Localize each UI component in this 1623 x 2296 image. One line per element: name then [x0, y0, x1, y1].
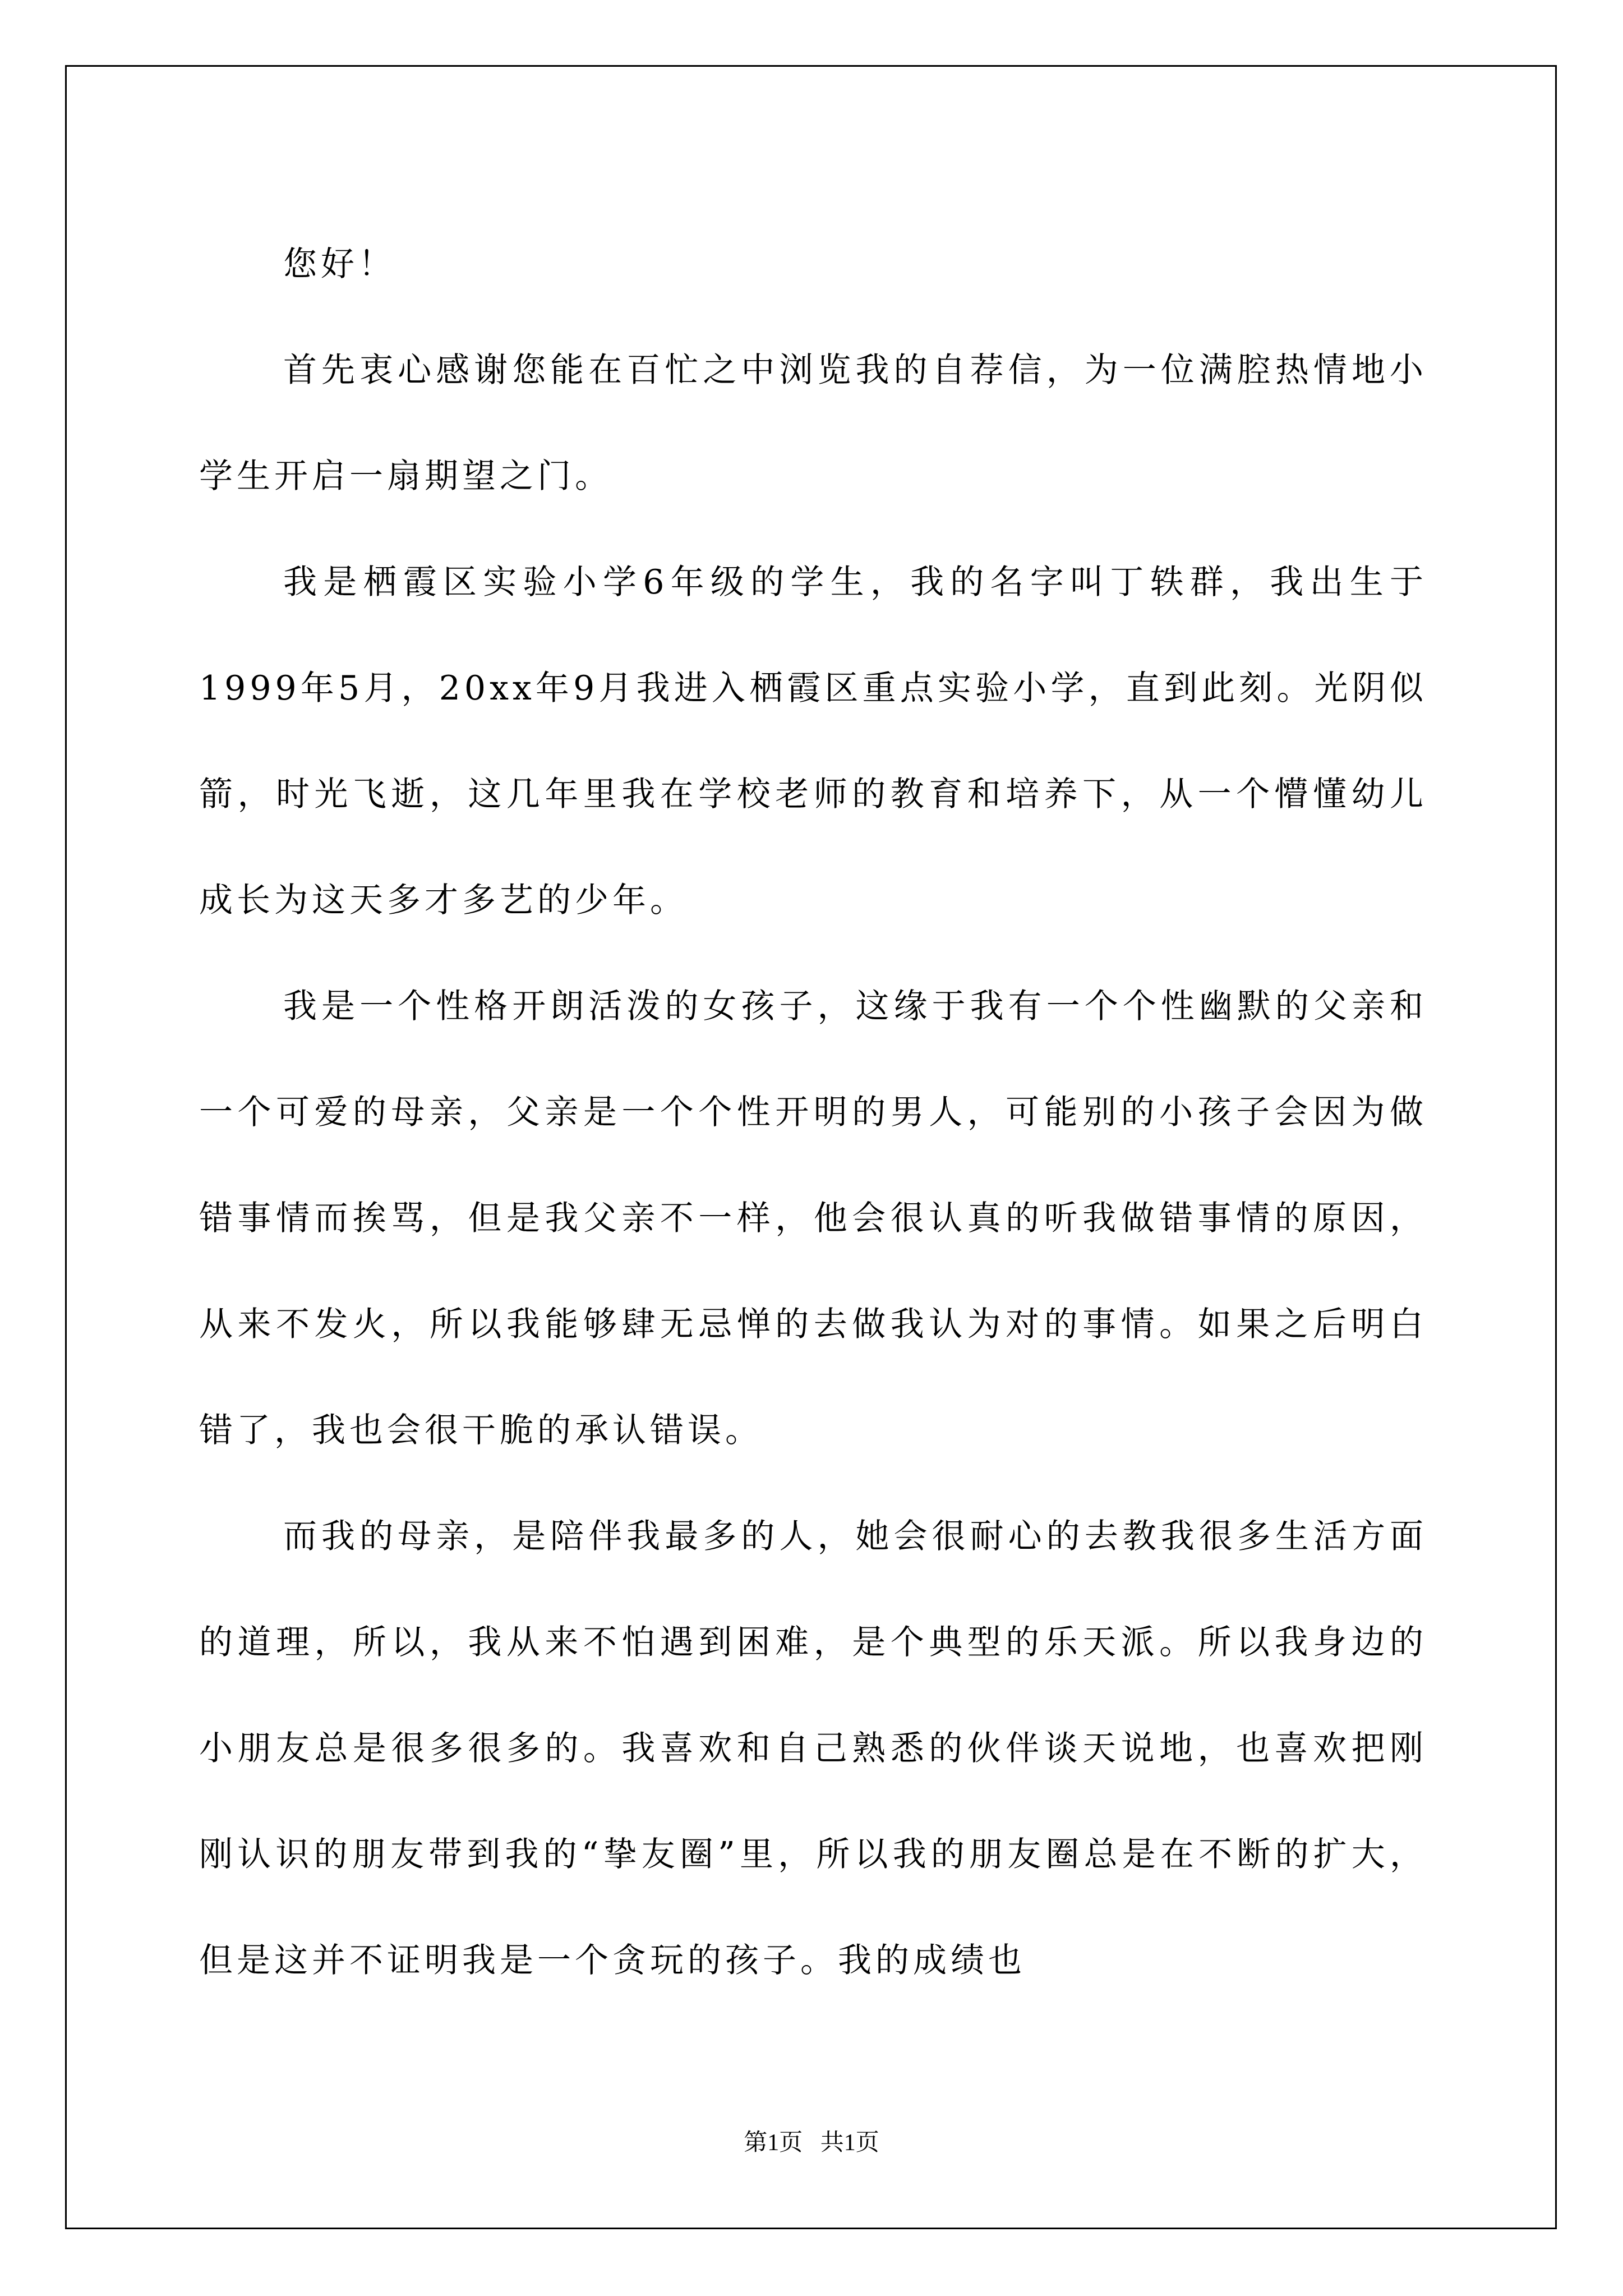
paragraph-3: 我是一个性格开朗活泼的女孩子，这缘于我有一个个性幽默的父亲和一个可爱的母亲，父亲是一个个性开明的男人，可能别的小孩子会因为做错事情而挨骂，但是我父亲不一样，他会很认真的听我做错事情的原因，从来不发火，所以我能够肆无忌惮的去做我认为对的事情。如果之后明白错了，我也会很干脆的承认错误。 [199, 987, 1427, 1450]
letter-body [199, 211, 1427, 2014]
paragraph-2: 我是栖霞区实验小学6年级的学生，我的名字叫丁轶群，我出生于1999年5月，20xx年9月我进入栖霞区重点实验小学，直到此刻。光阴似箭，时光飞逝，这几年里我在学校老师的教育和培养下，从一个懵懂幼儿成长为这天多才多艺的少年。 [199, 563, 1427, 920]
greeting: 您好！ [283, 245, 396, 284]
page-number-footer: 第1页 共1页 [744, 2130, 879, 2156]
paragraph-1: 首先衷心感谢您能在百忙之中浏览我的自荐信，为一位满腔热情地小学生开启一扇期望之门。 [199, 351, 1427, 496]
paragraph-4: 而我的母亲，是陪伴我最多的人，她会很耐心的去教我很多生活方面的道理，所以，我从来不怕遇到困难，是个典型的乐天派。所以我身边的小朋友总是很多很多的。我喜欢和自己熟悉的伙伴谈天说地，也喜欢把刚刚认识的朋友带到我的“挚友圈”里，所以我的朋友圈总是在不断的扩大，但是这并不证明我是一个贪玩的孩子。我的成绩也 [199, 1517, 1427, 1980]
